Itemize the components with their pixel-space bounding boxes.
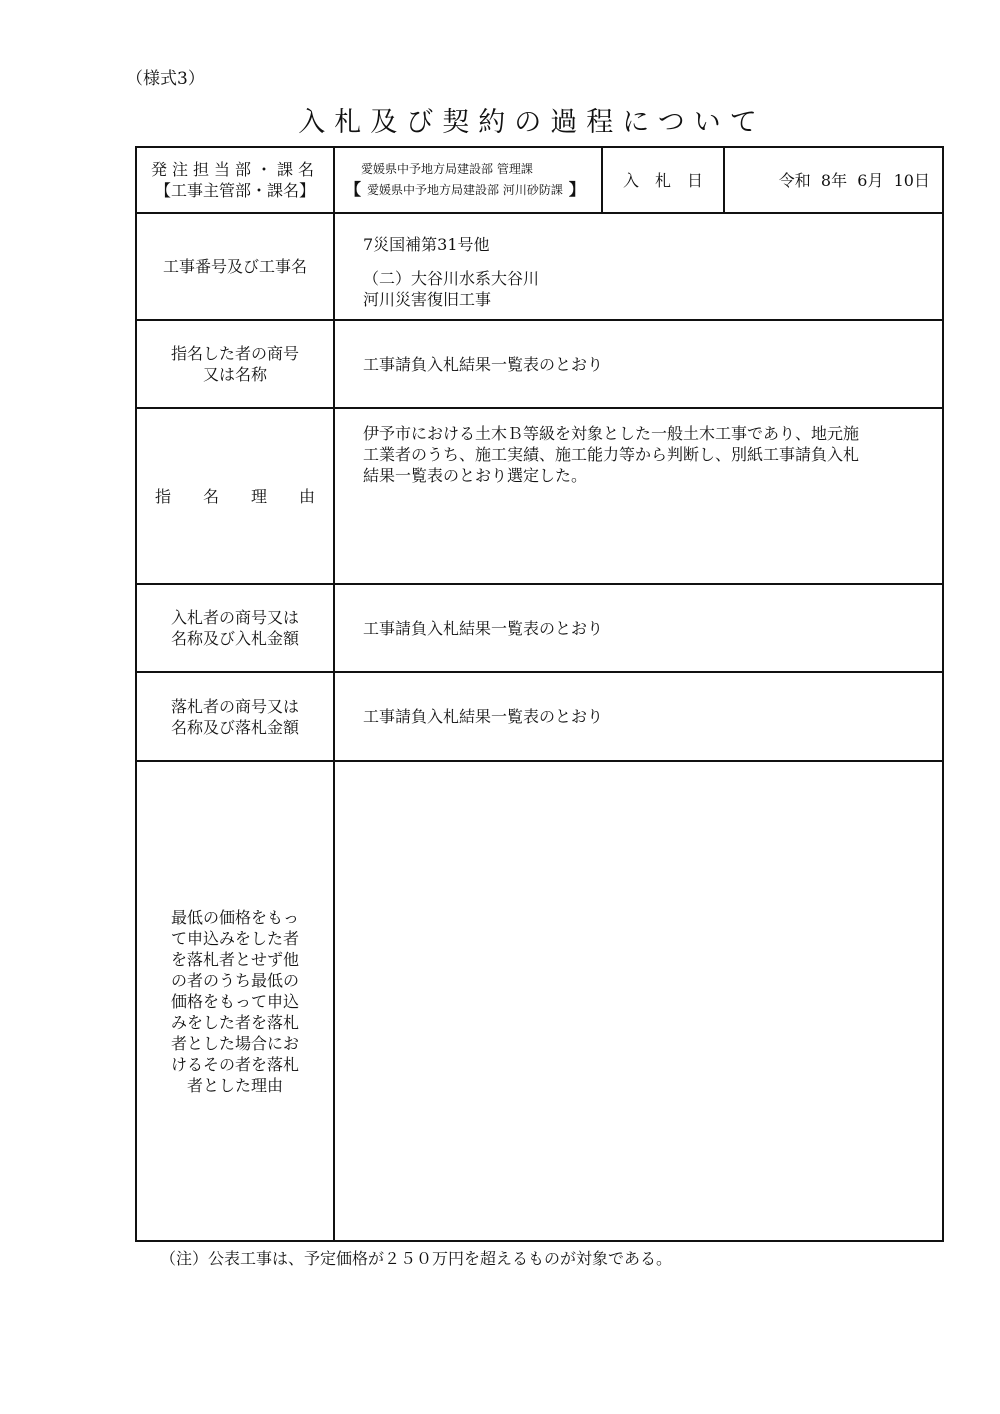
project-label: 工事番号及び工事名 — [162, 257, 307, 276]
nominees-label-line-2: 又は名称 — [202, 365, 267, 384]
exception-label-line: 者とした場合にお — [170, 1033, 299, 1053]
exception-label-cell — [137, 762, 333, 1240]
bid-date-value: 令和 8年 6月 10日 — [778, 170, 930, 190]
reason-line-3: 結果一覧表のとおり選定した。 — [363, 466, 588, 485]
exception-label-line: の者のうち最低の — [170, 970, 299, 990]
dept-value-managing-row — [345, 179, 601, 201]
project-name-line-2: 河川災害復旧工事 — [363, 290, 492, 309]
dept-label-cell — [137, 148, 333, 212]
bid-date-label: 入 札 日 — [622, 170, 703, 190]
nominees-label-line-1: 指名した者の商号 — [170, 344, 299, 363]
bidders-label-line-1: 入札者の商号又は — [170, 608, 299, 627]
contract-process-table — [135, 146, 944, 1242]
reason-line-1: 伊予市における土木Ｂ等級を対象とした一般土木工事であり、地元施 — [363, 424, 860, 443]
project-value-cell — [335, 214, 942, 319]
exception-label-line: 者とした理由 — [186, 1075, 283, 1095]
footnote: （注）公表工事は、予定価格が２５０万円を超えるものが対象である。 — [160, 1249, 673, 1268]
dept-value-ordering: 愛媛県中予地方局建設部 管理課 — [361, 162, 533, 176]
exception-label-line: みをした者を落札 — [170, 1012, 299, 1032]
reason-value-cell — [335, 409, 942, 583]
winner-label-cell — [137, 673, 333, 760]
exception-label-line: 価格をもって申込 — [170, 991, 299, 1011]
bidders-label-cell — [137, 585, 333, 671]
reason-label: 指 名 理 由 — [154, 486, 315, 506]
winner-label-line-2: 名称及び落札金額 — [170, 717, 299, 737]
dept-label-ordering: 発注担当部・課名 — [150, 160, 319, 179]
bidders-value: 工事請負入札結果一覧表のとおり — [363, 618, 604, 638]
nominees-label-cell — [137, 321, 333, 407]
bracket-close: 】 — [568, 180, 585, 199]
exception-label-line: 最低の価格をもっ — [170, 907, 299, 927]
exception-label-line: て申込みをした者 — [170, 928, 299, 948]
dept-label-managing: 【工事主管部・課名】 — [154, 181, 315, 200]
exception-value — [335, 762, 942, 1240]
document-title: 入札及び契約の過程について — [298, 107, 766, 138]
form-number-label: （様式3） — [126, 69, 205, 89]
bidders-label-line-2: 名称及び入札金額 — [170, 629, 299, 648]
project-number: 7災国補第31号他 — [363, 235, 490, 254]
exception-label-line: を落札者とせず他 — [170, 949, 299, 969]
winner-label-line-1: 落札者の商号又は — [170, 696, 299, 716]
dept-value-managing: 愛媛県中予地方局建設部 河川砂防課 — [367, 183, 563, 197]
winner-value: 工事請負入札結果一覧表のとおり — [363, 707, 604, 726]
bracket-open: 【 — [345, 180, 362, 199]
project-name-line-1: （二）大谷川水系大谷川 — [363, 269, 540, 288]
dept-value-cell — [335, 148, 601, 212]
nominees-value: 工事請負入札結果一覧表のとおり — [363, 354, 604, 374]
exception-label-line: けるその者を落札 — [170, 1054, 299, 1074]
reason-line-2: 工業者のうち、施工実績、施工能力等から判断し、別紙工事請負入札 — [363, 445, 860, 464]
